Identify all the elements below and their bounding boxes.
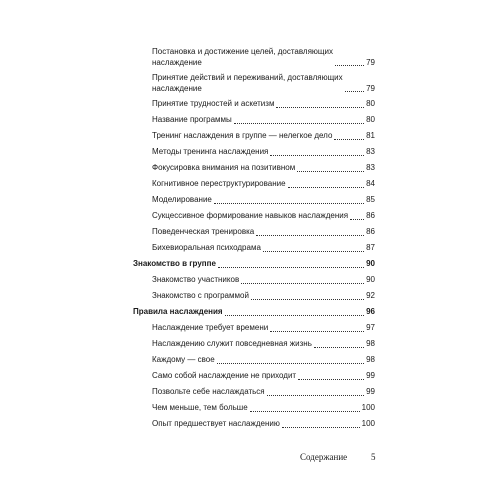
toc-entry-title: Фокусировка внимания на позитивном <box>152 163 296 172</box>
leader-dots <box>298 378 364 380</box>
toc-entry-page: 97 <box>366 323 375 332</box>
leader-dots <box>345 90 364 92</box>
leader-dots <box>251 298 364 300</box>
toc-entry <box>133 355 375 366</box>
toc-entry <box>133 115 375 126</box>
toc-entry-title: Название программы <box>152 115 232 124</box>
toc-entry <box>133 339 375 350</box>
toc-entry <box>133 47 375 68</box>
toc-entry-page: 99 <box>366 371 375 380</box>
toc-entry-title: Поведенческая тренировка <box>152 227 255 236</box>
leader-dots <box>250 410 360 412</box>
leader-dots <box>217 362 364 364</box>
toc-entry-page: 79 <box>366 57 375 67</box>
toc-entry-title: Принятие трудностей и аскетизм <box>152 99 275 108</box>
toc-entry-title: Бихевиоральная психодрама <box>152 243 261 252</box>
table-of-contents <box>133 47 375 435</box>
toc-entry-title-line1: Принятие действий и переживаний, доставляющих <box>152 73 343 82</box>
toc-entry <box>133 243 375 254</box>
page-footer <box>300 452 376 462</box>
toc-entry-title: Методы тренинга наслаждения <box>152 147 269 156</box>
toc-entry-title: Позвольте себе наслаждаться <box>152 387 265 396</box>
toc-entry-title: Само собой наслаждение не приходит <box>152 371 297 380</box>
toc-entry <box>133 371 375 382</box>
toc-entry-page: 90 <box>366 275 375 284</box>
toc-section-entry <box>133 307 375 318</box>
leader-dots <box>256 234 364 236</box>
toc-entry-title: Наслаждению служит повседневная жизнь <box>152 339 312 348</box>
toc-entry-page: 80 <box>366 115 375 124</box>
leader-dots <box>218 266 364 268</box>
toc-entry-page: 84 <box>366 179 375 188</box>
toc-entry <box>133 211 375 222</box>
toc-entry-title: Тренинг наслаждения в группе — нелегкое дело <box>152 131 333 140</box>
leader-dots <box>334 138 364 140</box>
toc-entry-title-line2: наслаждение <box>152 83 202 93</box>
toc-entry-title: Опыт предшествует наслаждению <box>152 419 280 428</box>
toc-entry <box>133 323 375 334</box>
leader-dots <box>276 106 364 108</box>
leader-dots <box>270 154 364 156</box>
leader-dots <box>270 330 364 332</box>
toc-entry-title: Наслаждение требует времени <box>152 323 269 332</box>
toc-entry <box>133 147 375 158</box>
toc-entry-page: 83 <box>366 163 375 172</box>
toc-entry <box>133 179 375 190</box>
leader-dots <box>267 394 364 396</box>
toc-entry-page: 81 <box>366 131 375 140</box>
toc-entry-title: Сукцессивное формирование навыков наслаждения <box>152 211 349 220</box>
toc-entry-page: 85 <box>366 195 375 204</box>
running-footer-section: Содержание <box>300 452 348 462</box>
toc-entry-title: Моделирование <box>152 195 212 204</box>
leader-dots <box>335 64 364 66</box>
toc-entry-page: 99 <box>366 387 375 396</box>
toc-entry-page: 98 <box>366 339 375 348</box>
toc-entry <box>133 195 375 206</box>
leader-dots <box>297 170 364 172</box>
toc-entry <box>133 227 375 238</box>
leader-dots <box>282 426 360 428</box>
toc-section-entry <box>133 259 375 270</box>
toc-entry-page: 79 <box>366 83 375 93</box>
toc-entry-title-line2: наслаждение <box>152 57 202 67</box>
leader-dots <box>225 314 365 316</box>
toc-entry-page: 100 <box>361 403 375 412</box>
toc-entry-page: 90 <box>366 259 375 268</box>
toc-section-title: Знакомство в группе <box>133 259 216 268</box>
leader-dots <box>314 346 364 348</box>
leader-dots <box>350 218 364 220</box>
toc-entry <box>133 99 375 110</box>
toc-entry-page: 86 <box>366 227 375 236</box>
toc-entry-page: 80 <box>366 99 375 108</box>
toc-entry <box>133 275 375 286</box>
toc-entry-title: Знакомство с программой <box>152 291 249 300</box>
toc-section-title: Правила наслаждения <box>133 307 223 316</box>
toc-entry-page: 98 <box>366 355 375 364</box>
toc-entry <box>133 73 375 94</box>
toc-entry-title-line1: Постановка и достижение целей, доставляющих <box>152 47 333 56</box>
toc-entry-page: 83 <box>366 147 375 156</box>
toc-entry <box>133 403 375 414</box>
toc-entry-page: 100 <box>361 419 375 428</box>
toc-entry <box>133 387 375 398</box>
leader-dots <box>263 250 364 252</box>
toc-entry-page: 86 <box>366 211 375 220</box>
toc-entry-page: 96 <box>366 307 375 316</box>
toc-entry-title: Каждому — свое <box>152 355 215 364</box>
toc-entry <box>133 291 375 302</box>
toc-entry-title: Чем меньше, тем больше <box>152 403 248 412</box>
toc-entry <box>133 419 375 430</box>
toc-entry <box>133 131 375 142</box>
toc-entry <box>133 163 375 174</box>
page-number: 5 <box>371 452 376 462</box>
toc-entry-title: Когнитивное переструктурирование <box>152 179 286 188</box>
leader-dots <box>214 202 364 204</box>
toc-entry-page: 87 <box>366 243 375 252</box>
leader-dots <box>241 282 364 284</box>
leader-dots <box>234 122 364 124</box>
toc-entry-page: 92 <box>366 291 375 300</box>
leader-dots <box>288 186 365 188</box>
toc-entry-title: Знакомство участников <box>152 275 240 284</box>
